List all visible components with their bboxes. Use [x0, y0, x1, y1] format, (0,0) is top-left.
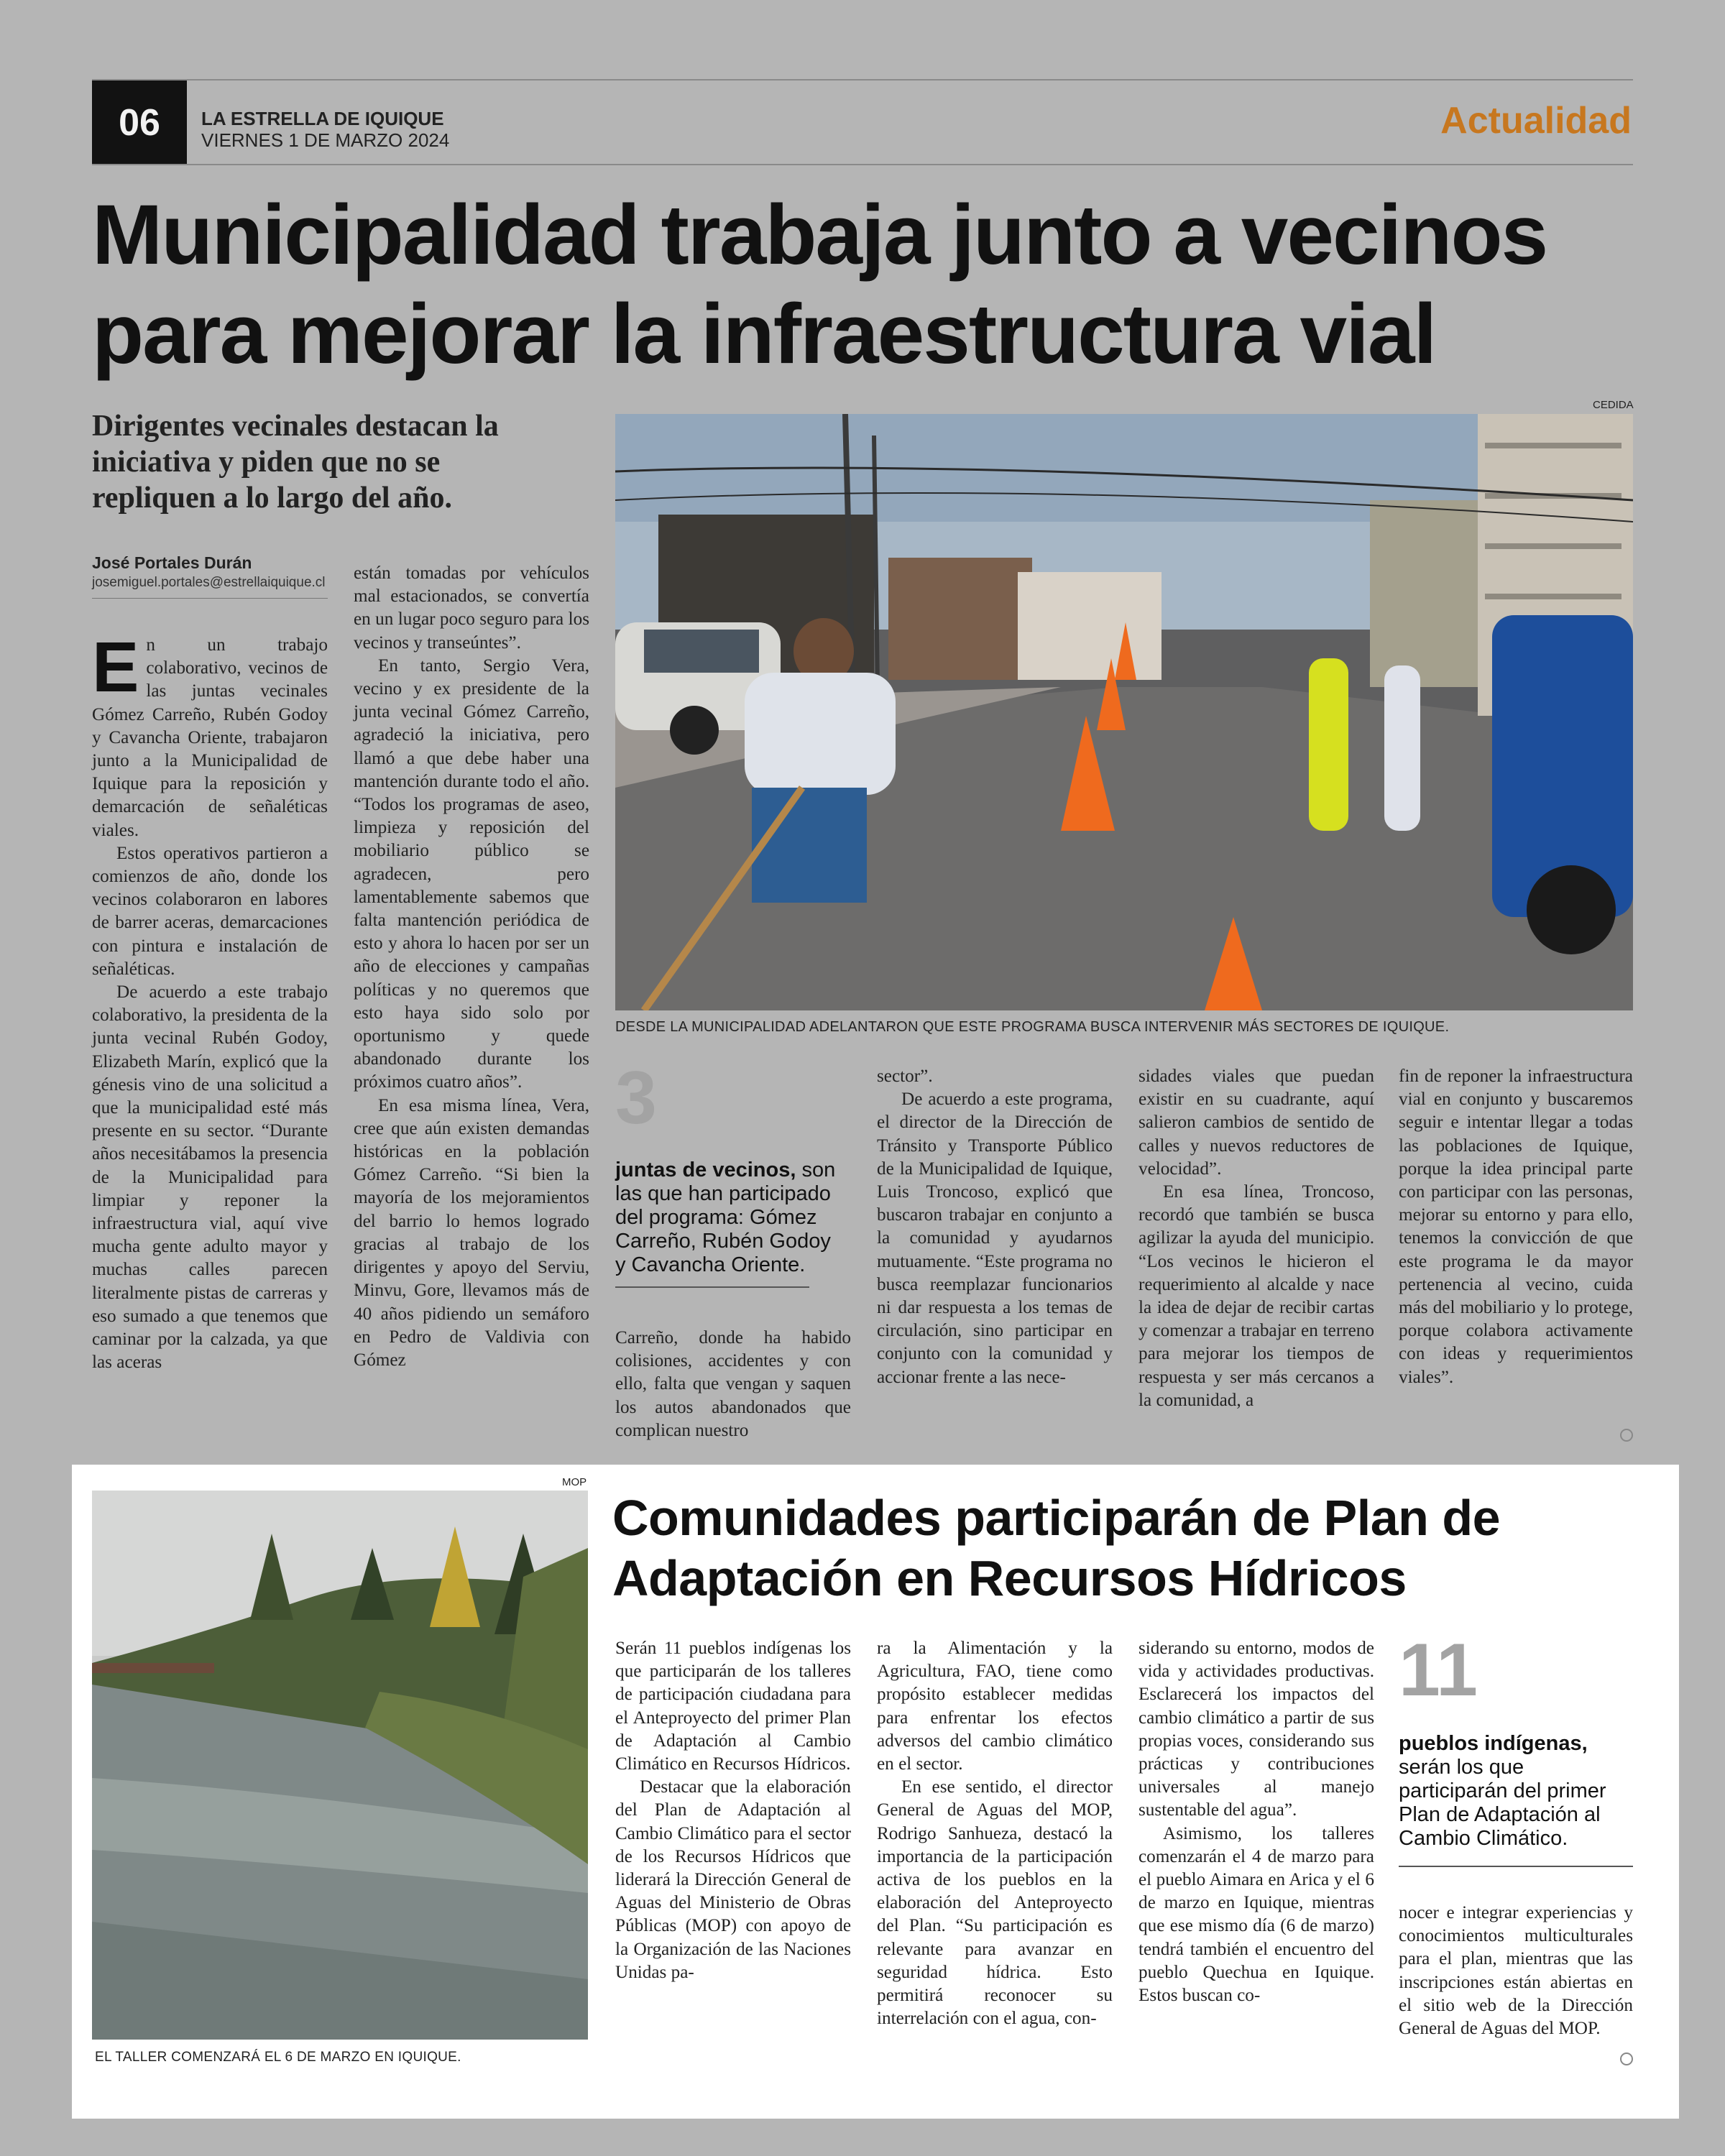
top-rule [92, 79, 1633, 80]
paragraph: De acuerdo a este trabajo colaborativo, la presidenta de la junta vecinal Rubén Godoy, Elizabeth Marín, explicó que la génesis vino de una solicitud a que la municipalidad esté más presente en su sector. “Durante años necesitábamos la presencia de la Municipalidad para limpiar y reponer la infraestructura vial, aquí vive mucha gente adulto mayor y muchas calles parecen literalmente pistas de carreras y eso sumado a que tenemos que caminar por la calzada, ya que las aceras [92, 982, 328, 1373]
photo-credit-2: MOP [562, 1476, 587, 1488]
article-column-6 [1399, 1065, 1633, 1389]
paragraph: están tomadas por vehículos mal estacionados, se convertía en un lugar poco seguro para los vecinos y transeúntes”. [354, 563, 589, 653]
river-photo [92, 1491, 588, 2040]
article-column-1 [92, 627, 328, 1375]
end-mark-icon [1620, 2053, 1633, 2065]
article-column-2 [354, 562, 589, 1372]
second-headline: Comunidades participarán de Plan de Adaptación en Recursos Hídricos [612, 1490, 1501, 1606]
fact-number-2: 11 [1399, 1628, 1478, 1712]
paragraph: Asimismo, los talleres comenzarán el 4 de marzo para el pueblo Aimara en Arica y el 6 de marzo en Iquique, mientras que ese mismo día (6 de marzo) tendrá también el encuentro del pueblo Quechua en Iquique. Estos buscan co- [1138, 1823, 1374, 2006]
paragraph: Estos operativos partieron a comienzos de año, donde los vecinos colaboraron en labores de barrer aceras, demarcaciones con pintura e instalación de señaléticas. [92, 843, 328, 979]
subheadline: Dirigentes vecinales destacan la iniciativa y piden que no se repliquen a lo largo del año. [92, 410, 499, 515]
fact-text: son las que han participado del programa: Gómez Carreño, Rubén Godoy y Cavancha Oriente. [615, 1158, 836, 1276]
paragraph: n un trabajo colaborativo, vecinos de las juntas vecinales Gómez Carreño, Rubén Godoy y Cavancha Oriente, trabajaron junto a la Municipalidad de Iquique para la reposición y demarcación de señaléticas viales. [92, 635, 328, 840]
paragraph: En esa misma línea, Vera, cree que aún existen demandas históricas en la población Gómez Carreño. “Si bien la mayoría de los mejoramientos del barrio lo hemos logrado gracias al trabajo de los dirigentes y apoyo del Serviu, Minvu, Gore, llevamos más de 40 años pidiendo un semáforo en Pedro de Valdivia con Gómez [354, 1095, 589, 1370]
end-mark-icon [1620, 1429, 1633, 1442]
photo-credit: CEDIDA [1593, 399, 1634, 411]
second-column-1 [615, 1637, 851, 1984]
drop-cap: E [92, 627, 139, 706]
paragraph: En ese sentido, el director General de Aguas del MOP, Rodrigo Sanhueza, destacó la importancia de la participación activa de los pueblos en la elaboración del Anteproyecto del Plan. “Su participación es relevante para avanzar en seguridad hídrica. Esto permitirá reconocer su interrelación con el agua, con- [877, 1777, 1113, 2029]
paragraph: nocer e integrar experiencias y conocimientos multiculturales para el plan, mientras que las inscripciones están abiertas en el sitio web de la Dirección General de Aguas del MOP. [1399, 1903, 1633, 2039]
paragraph: En esa línea, Troncoso, recordó que también se busca agilizar la ayuda del municipio. “Los vecinos le hicieron el requerimiento al alcalde y nace la idea de dejar de recibir cartas y comenzar a trabajar en terreno para mejorar los tiempos de respuesta y ser más cercanos a la comunidad, a [1138, 1182, 1374, 1410]
photo-caption: DESDE LA MUNICIPALIDAD ADELANTARON QUE ESTE PROGRAMA BUSCA INTERVENIR MÁS SECTORES DE IQUIQUE. [615, 1019, 1450, 1035]
paragraph: sector”. [877, 1067, 933, 1086]
fact-bold: pueblos indígenas, [1399, 1732, 1588, 1755]
paragraph: Destacar que la elaboración del Plan de Adaptación al Cambio Climático para el sector de los Recursos Hídricos que liderará la Dirección General de Aguas del Ministerio de Obras Públicas (MOP) con apoyo de la Organización de las Naciones Unidas pa- [615, 1777, 851, 1982]
article-column-5 [1138, 1065, 1374, 1412]
paragraph: ra la Alimentación y la Agricultura, FAO, tiene como propósito establecer medidas para enfrentar los efectos adversos del cambio climático en el sector. [877, 1639, 1113, 1774]
paragraph: En tanto, Sergio Vera, vecino y ex presidente de la junta vecinal Gómez Carreño, agradeció la iniciativa, pero llamó a que debe haber una mantención durante todo el año. “Todos los programas de aseo, limpieza y reposición del mobiliario público se agradecen, pero lamentablemente sabemos que falta mantención periódica de esto y ahora lo hacen por ser un año de elecciones y campañas políticas y no queremos que esto haya sido solo por oportunismo y quede abandonado durante los próximos cuatro años”. [354, 655, 589, 1092]
main-headline: Municipalidad trabaja junto a vecinos para mejorar la infraestructura vial [92, 188, 1547, 382]
paragraph: fin de reponer la infraestructura vial en conjunto y buscaremos seguir e intentar llegar a todas las poblaciones de Iquique, porque la idea principal parte con participar con las personas, mejorar su entorno y para ello, tenemos la convicción de que este programa le da mayor pertenencia al vecino, cuida más del mobiliario y lo protege, porque colabora activamente con ideas y requerimientos viales”. [1399, 1067, 1633, 1387]
fact-rule-2 [1399, 1866, 1633, 1867]
photo-caption-2: EL TALLER COMENZARÁ EL 6 DE MARZO EN IQUIQUE. [95, 2050, 461, 2065]
fact-box-2 [1399, 1732, 1633, 1851]
fact-bold: juntas de vecinos, [615, 1158, 796, 1181]
street-photo-illustration [615, 414, 1633, 1010]
second-column-3 [1138, 1637, 1374, 2007]
fact-rule [615, 1286, 809, 1288]
newspaper-name: LA ESTRELLA DE IQUIQUE [201, 108, 444, 129]
author-email[interactable]: josemiguel.portales@estrellaiquique.cl [92, 575, 326, 590]
river-photo-illustration [92, 1491, 588, 2040]
section-label: Actualidad [1440, 100, 1632, 142]
header-rule [92, 164, 1633, 165]
fact-number: 3 [615, 1056, 657, 1140]
street-photo [615, 414, 1633, 1010]
second-column-4 [1399, 1902, 1633, 2040]
article-column-3 [615, 1327, 851, 1442]
paragraph: Serán 11 pueblos indígenas los que participarán de los talleres de participación ciudadana para el Anteproyecto del primer Plan de Adaptación al Cambio Climático en Recursos Hídricos. [615, 1639, 851, 1774]
paragraph: De acuerdo a este programa, el director de la Dirección de Tránsito y Transporte Público de la Municipalidad de Iquique, Luis Troncoso, explicó que buscaron trabajar en conjunto a la comunidad y ayudarnos mutuamente. “Este programa no busca reemplazar funcionarios ni dar respuesta a los temas de circulación, sino participar en conjunto con la comunidad y accionar frente a las nece- [877, 1089, 1113, 1387]
page-number: 06 [92, 80, 187, 165]
paragraph: sidades viales que puedan existir en su cuadrante, aquí salieron cambios de sentido de calles y nuevos reductores de velocidad”. [1138, 1067, 1374, 1179]
fact-text: serán los que participarán del primer Plan de Adaptación al Cambio Climático. [1399, 1756, 1606, 1850]
second-column-2 [877, 1637, 1113, 2030]
issue-date: VIERNES 1 DE MARZO 2024 [201, 129, 450, 151]
paragraph: Carreño, donde ha habido colisiones, accidentes y con ello, falta que vengan y saquen los autos abandonados que complican nuestro [615, 1328, 851, 1440]
author-name: José Portales Durán [92, 553, 252, 572]
byline-rule [92, 598, 328, 599]
article-column-4 [877, 1065, 1113, 1389]
fact-box [615, 1158, 845, 1277]
paragraph: siderando su entorno, modos de vida y actividades productivas. Esclarecerá los impactos del cambio climático a partir de sus propias voces, considerando sus prácticas y contribuciones universales al manejo sustentable del agua”. [1138, 1639, 1374, 1820]
